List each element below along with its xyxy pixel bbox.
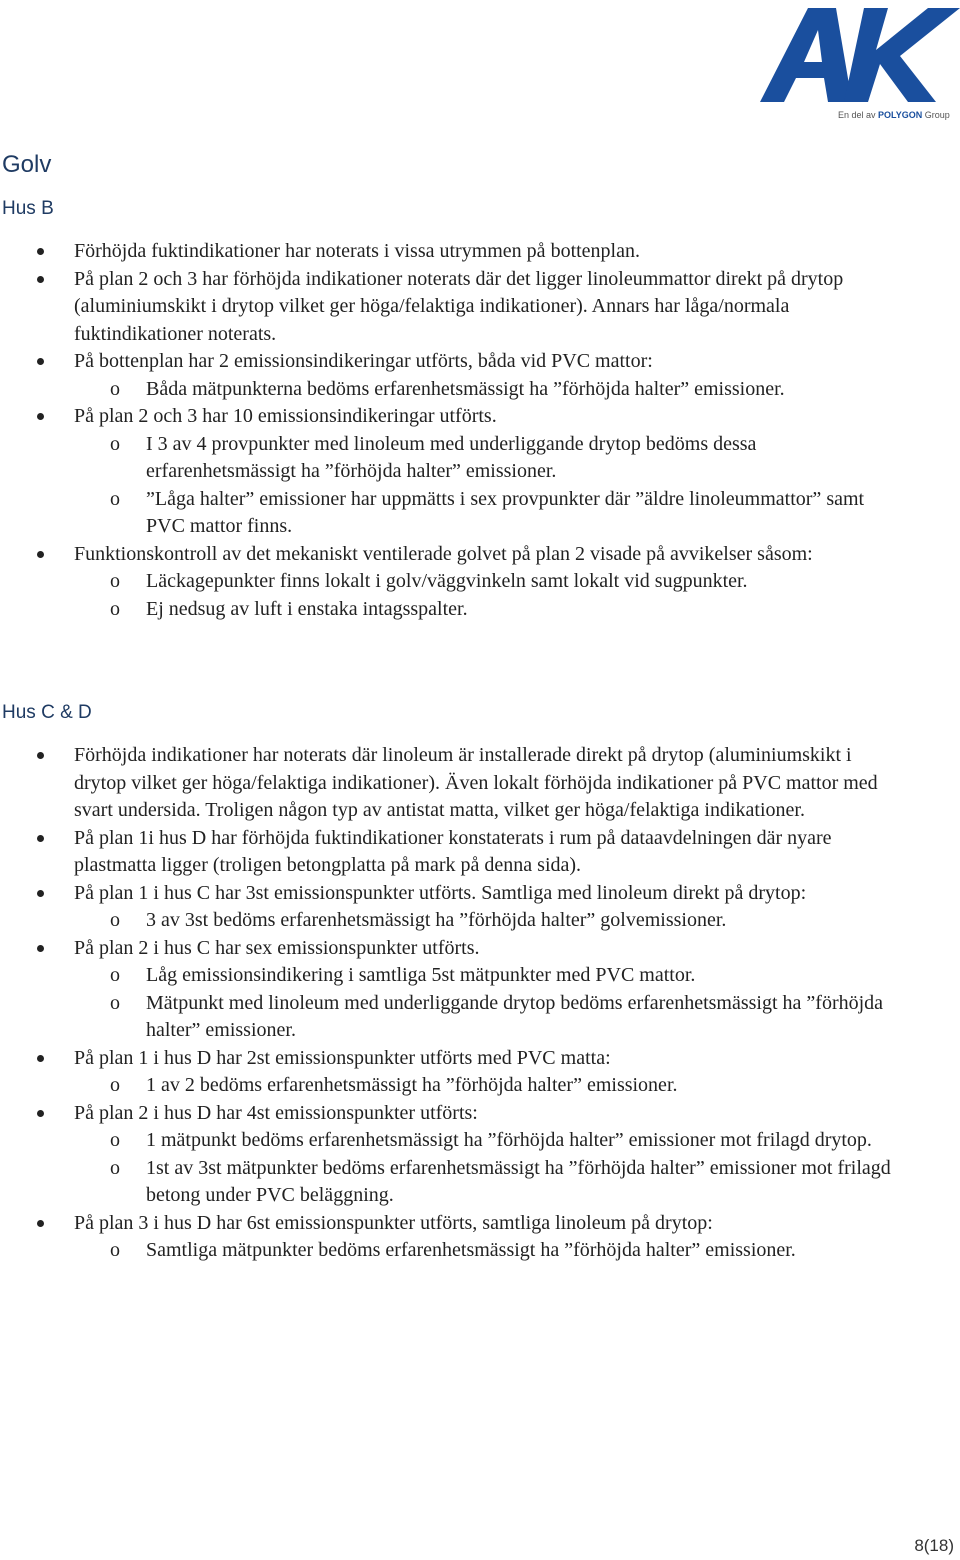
subsection-title-hus-b: Hus B — [2, 198, 54, 219]
list-item: På plan 1i hus D har förhöjda fuktindikationer konstaterats i rum på dataavdelningen där nyare plastmatta ligger (troligen betongplatta på mark på denna sida). — [0, 825, 900, 880]
sub-list — [74, 1127, 900, 1210]
logo-tagline: En del av POLYGON Group — [838, 110, 950, 120]
sub-list — [74, 1072, 900, 1100]
sub-list-item: o Mätpunkt med linoleum med underliggande drytop bedöms erfarenhetsmässigt ha ”förhöjda halter” emissioner. — [0, 990, 900, 1045]
sub-list-item: o Läckagepunkter finns lokalt i golv/väggvinkeln samt lokalt vid sugpunkter. — [0, 568, 900, 596]
list-item: På bottenplan har 2 emissionsindikeringar utförts, båda vid PVC mattor: o Båda mätpunkterna bedöms erfarenhetsmässigt ha ”förhöjda halter” emissioner. — [0, 348, 900, 403]
sub-list — [74, 962, 900, 1045]
list-item: På plan 1 i hus D har 2st emissionspunkter utförts med PVC matta: o 1 av 2 bedöms erfarenhetsmässigt ha ”förhöjda halter” emissioner. — [0, 1045, 900, 1100]
sub-list-item: o 1 av 2 bedöms erfarenhetsmässigt ha ”förhöjda halter” emissioner. — [0, 1072, 900, 1100]
sub-list — [74, 568, 900, 623]
ak-logo — [760, 4, 960, 124]
hus-cd-list — [0, 742, 900, 1265]
section-title: Golv — [2, 151, 52, 178]
sub-list-item: o 1 mätpunkt bedöms erfarenhetsmässigt ha ”förhöjda halter” emissioner mot frilagd drytop. — [0, 1127, 900, 1155]
hus-b-list — [0, 238, 900, 623]
sub-list-item: o Samtliga mätpunkter bedöms erfarenhetsmässigt ha ”förhöjda halter” emissioner. — [0, 1237, 900, 1265]
list-item: Funktionskontroll av det mekaniskt ventilerade golvet på plan 2 visade på avvikelser såsom: o Läckagepunkter finns lokalt i golv/väggvinkeln samt lokalt vid sugpunkter. o Ej nedsug av luft i enstaka intagsspalter. — [0, 541, 900, 624]
sub-list-item: o Ej nedsug av luft i enstaka intagsspalter. — [0, 596, 900, 624]
sub-list — [74, 1237, 900, 1265]
sub-list — [74, 431, 900, 541]
list-item: På plan 2 i hus D har 4st emissionspunkter utförts: o 1 mätpunkt bedöms erfarenhetsmässigt ha ”förhöjda halter” emissioner mot frilagd drytop. o 1st av 3st mätpunkter bedöms erfarenhetsmässigt ha ”förhöjda halter” emissioner mot frilagd betong under PVC beläggning. — [0, 1100, 900, 1210]
list-item: Förhöjda fuktindikationer har noterats i vissa utrymmen på bottenplan. — [0, 238, 900, 266]
list-item: På plan 3 i hus D har 6st emissionspunkter utförts, samtliga linoleum på drytop: o Samtliga mätpunkter bedöms erfarenhetsmässigt ha ”förhöjda halter” emissioner. — [0, 1210, 900, 1265]
sub-list-item: o 1st av 3st mätpunkter bedöms erfarenhetsmässigt ha ”förhöjda halter” emissioner mot frilagd betong under PVC beläggning. — [0, 1155, 900, 1210]
sub-list-item: o I 3 av 4 provpunkter med linoleum med underliggande drytop bedöms dessa erfarenhetsmässigt ha ”förhöjda halter” emissioner. — [0, 431, 900, 486]
sub-list-item: o 3 av 3st bedöms erfarenhetsmässigt ha ”förhöjda halter” golvemissioner. — [0, 907, 900, 935]
logo-letter-k — [844, 8, 960, 102]
list-item: På plan 2 och 3 har förhöjda indikationer noterats där det ligger linoleummattor direkt på drytop (aluminiumskikt i drytop vilket ger höga/felaktiga indikationer). Annars har låga/normala fuktindikationer noterats. — [0, 266, 900, 349]
list-item: På plan 1 i hus C har 3st emissionspunkter utförts. Samtliga med linoleum direkt på drytop: o 3 av 3st bedöms erfarenhetsmässigt ha ”förhöjda halter” golvemissioner. — [0, 880, 900, 935]
sub-list-item: o Båda mätpunkterna bedöms erfarenhetsmässigt ha ”förhöjda halter” emissioner. — [0, 376, 900, 404]
sub-list-item: o Låg emissionsindikering i samtliga 5st mätpunkter med PVC mattor. — [0, 962, 900, 990]
subsection-title-hus-cd: Hus C & D — [2, 702, 92, 723]
list-item: Förhöjda indikationer har noterats där linoleum är installerade direkt på drytop (aluminiumskikt i drytop vilket ger höga/felaktiga indikationer). Även lokalt förhöjda indikationer på PVC mattor med svart undersida. Troligen någon typ av antistat matta, vilket ger höga/felaktiga indikationer. — [0, 742, 900, 825]
sub-list — [74, 907, 900, 935]
logo-letter-a — [760, 8, 852, 102]
list-item: På plan 2 och 3 har 10 emissionsindikeringar utförts. o I 3 av 4 provpunkter med linoleum med underliggande drytop bedöms dessa erfarenhetsmässigt ha ”förhöjda halter” emissioner. o ”Låga halter” emissioner har uppmätts i sex provpunkter där ”äldre linoleummattor” samt PVC mattor finns. — [0, 403, 900, 541]
sub-list-item: o ”Låga halter” emissioner har uppmätts i sex provpunkter där ”äldre linoleummattor” samt PVC mattor finns. — [0, 486, 900, 541]
sub-list — [74, 376, 900, 404]
page-number: 8(18) — [914, 1536, 954, 1555]
list-item: På plan 2 i hus C har sex emissionspunkter utförts. o Låg emissionsindikering i samtliga 5st mätpunkter med PVC mattor. o Mätpunkt med linoleum med underliggande drytop bedöms erfarenhetsmässigt ha ”förhöjda halter” emissioner. — [0, 935, 900, 1045]
